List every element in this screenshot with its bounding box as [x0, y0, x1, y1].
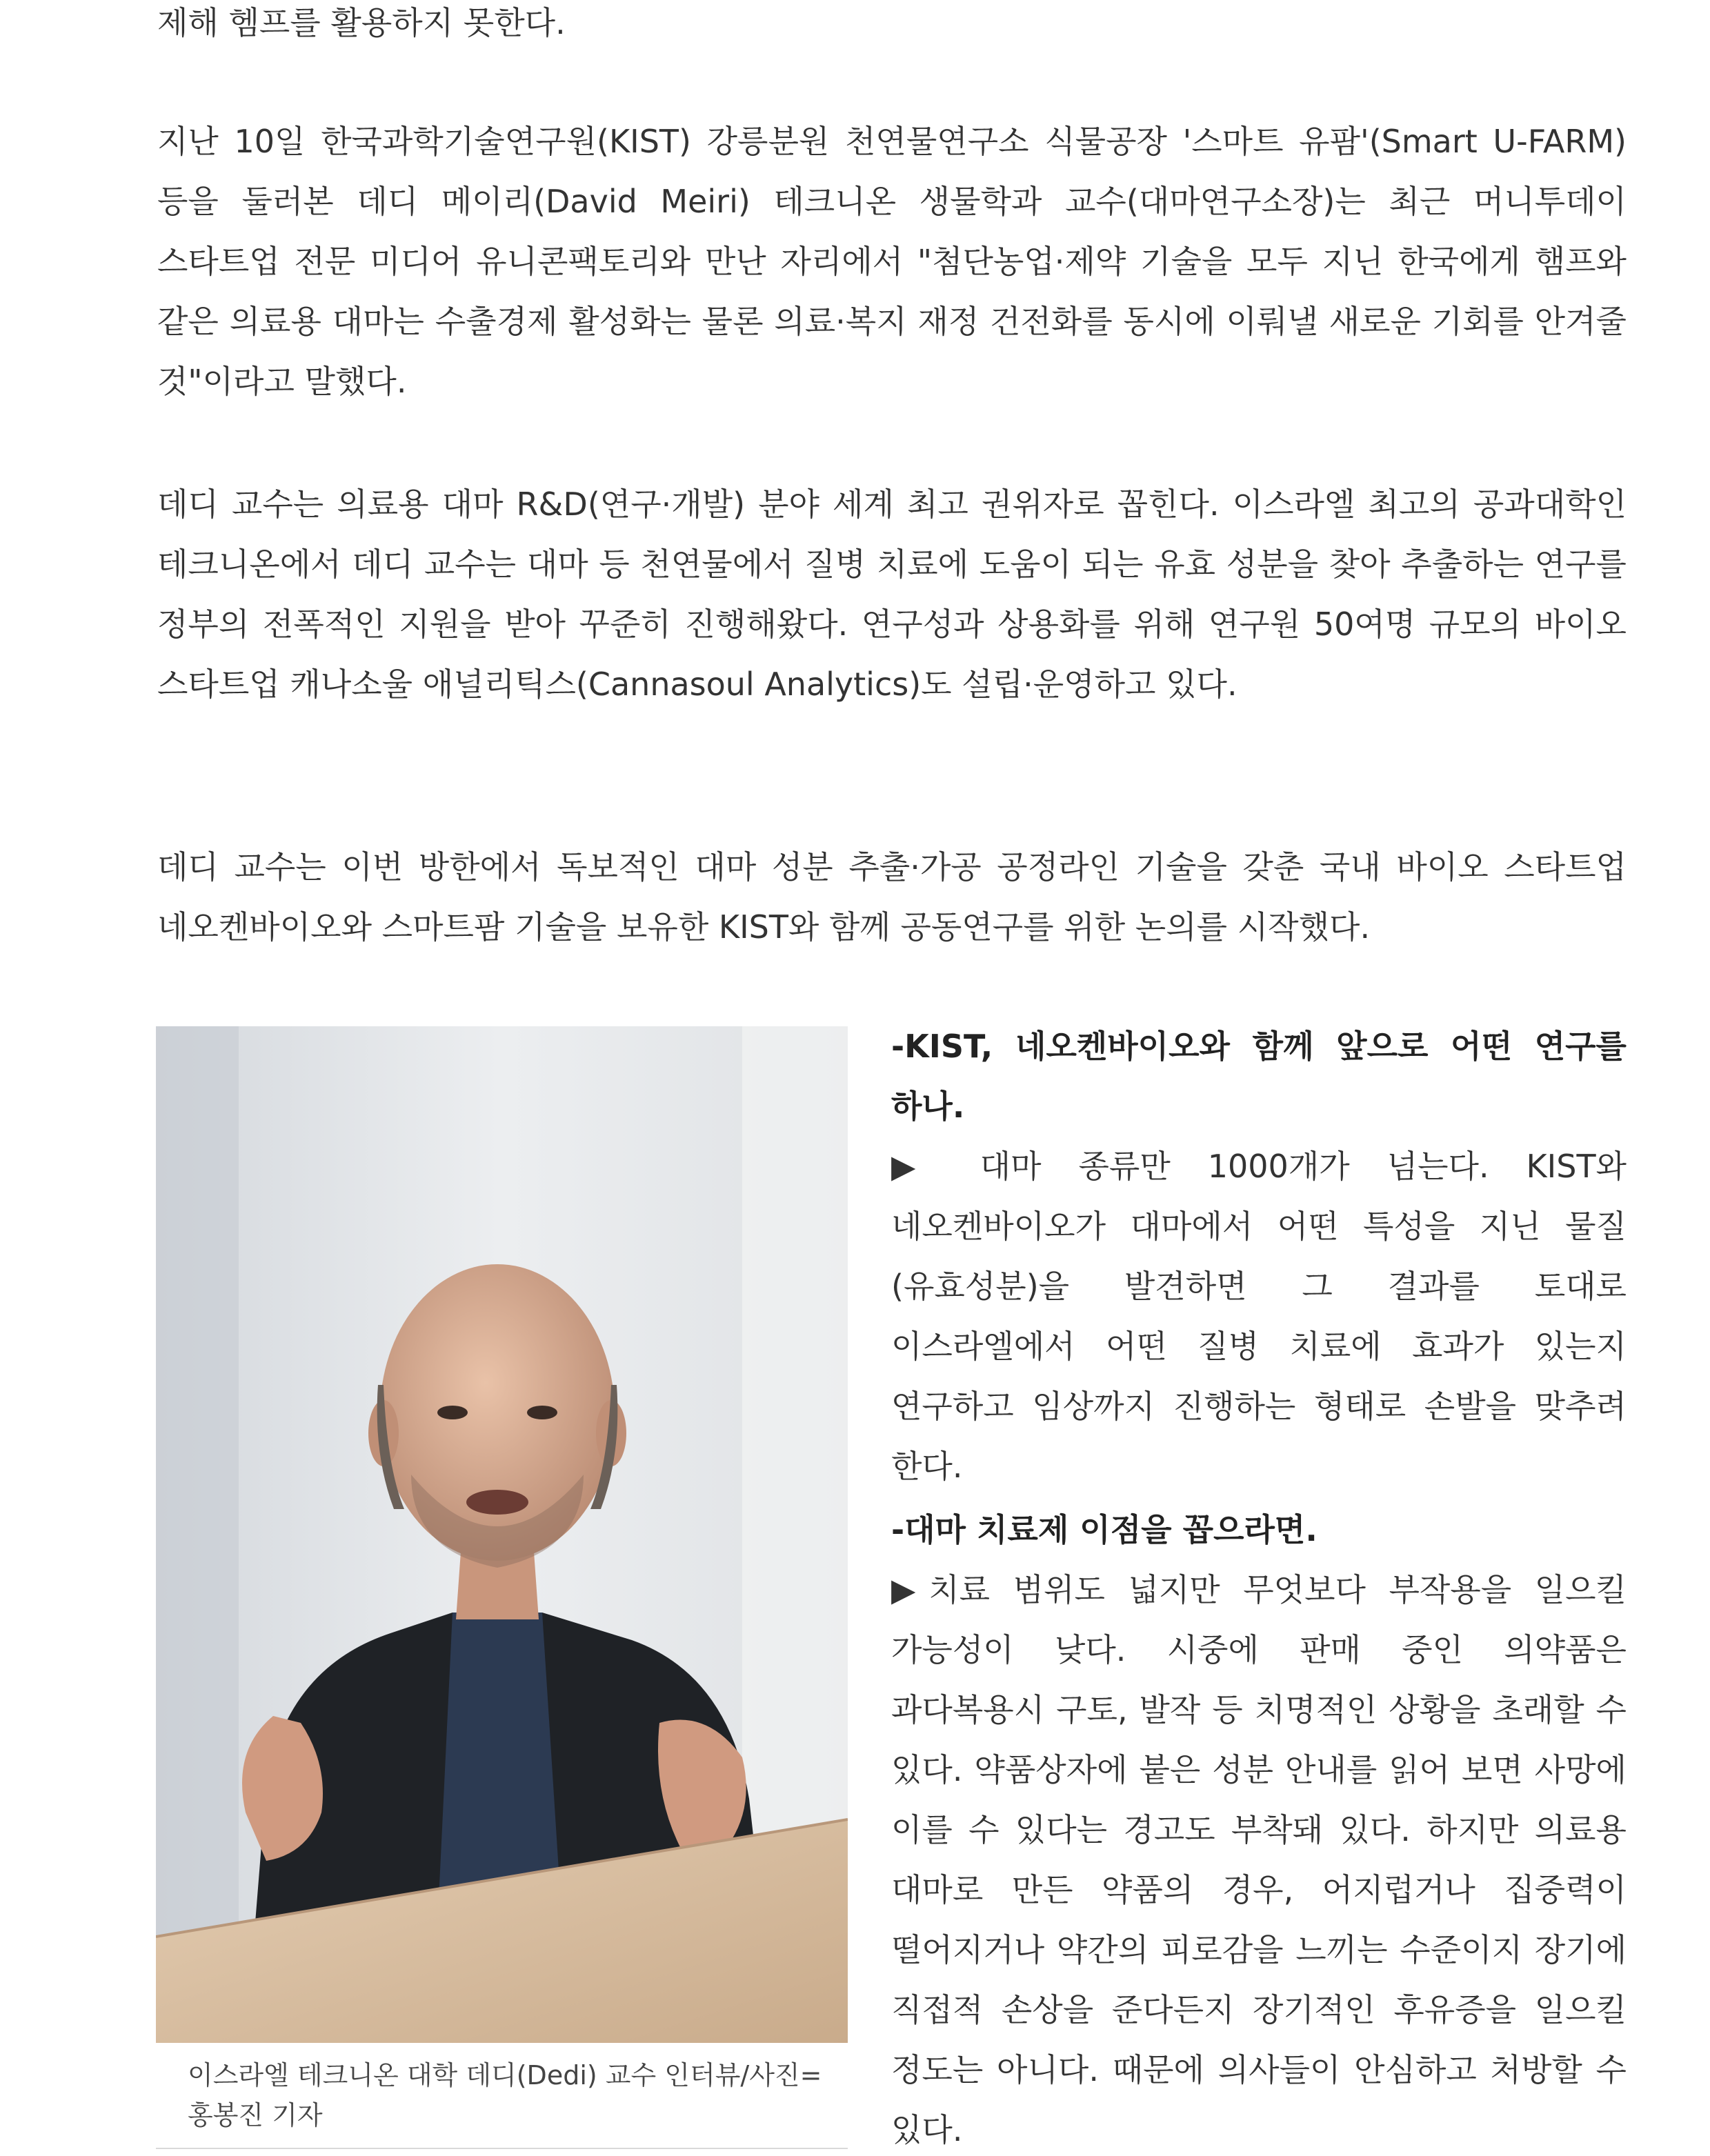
- interview-answer: ▶ 대마 종류만 1000개가 넘는다. KIST와 네오켄바이오가 대마에서 어떤 특성을 지닌 물질(유효성분)을 발견하면 그 결과를 토대로 이스라엘에서 어떤 질병 치료에 효과가 있는지 연구하고 임상까지 진행하는 형태로 손발을 맞추려 한다.: [891, 1148, 1627, 1485]
- interview-photo-illustration: [156, 1026, 848, 2043]
- interview-question: -KIST, 네오켄바이오와 함께 앞으로 어떤 연구를 하나.: [891, 1028, 1627, 1125]
- article-paragraph: 데디 교수는 이번 방한에서 독보적인 대마 성분 추출·가공 공정라인 기술을 갖춘 국내 바이오 스타트업 네오켄바이오와 스마트팜 기술을 보유한 KIST와 함께 공동연구를 위한 논의를 시작했다.: [157, 848, 1627, 946]
- article-paragraph: 데디 교수는 의료용 대마 R&D(연구·개발) 분야 세계 최고 권위자로 꼽힌다. 이스라엘 최고의 공과대학인 테크니온에서 데디 교수는 대마 등 천연물에서 질병 치료에 도움이 되는 유효 성분을 찾아 추출하는 연구를 정부의 전폭적인 지원을 받아 꾸준히 진행해왔다. 연구성과 상용화를 위해 연구원 50여명 규모의 바이오 스타트업 캐나소울 애널리틱스(Cannasoul Analytics)도 설립·운영하고 있다.: [157, 486, 1627, 703]
- caption-divider: [156, 2148, 848, 2149]
- photo-caption: 이스라엘 테크니온 대학 데디(Dedi) 교수 인터뷰/사진=홍봉진 기자: [188, 2060, 822, 2130]
- article-paragraph: 제해 헴프를 활용하지 못한다.: [157, 4, 566, 41]
- interview-question: -대마 치료제 이점을 꼽으라면.: [891, 1511, 1318, 1548]
- interview-answer: ▶치료 범위도 넓지만 무엇보다 부작용을 일으킬 가능성이 낮다. 시중에 판매 중인 의약품은 과다복용시 구토, 발작 등 치명적인 상황을 초래할 수 있다. 약품상자에 붙은 성분 안내를 읽어 보면 사망에 이를 수 있다는 경고도 부착돼 있다. 하지만 의료용 대마로 만든 약품의 경우, 어지럽거나 집중력이 떨어지거나 약간의 피로감을 느끼는 수준이지 장기에 직접적 손상을 준다든지 장기적인 후유증을 일으킬 정도는 아니다. 때문에 의사들이 안심하고 처방할 수 있다.: [891, 1571, 1627, 2148]
- article-photo: [156, 1026, 848, 2043]
- article-paragraph: 지난 10일 한국과학기술연구원(KIST) 강릉분원 천연물연구소 식물공장 '스마트 유팜'(Smart U-FARM) 등을 둘러본 데디 메이리(David Meiri) 테크니온 생물학과 교수(대마연구소장)는 최근 머니투데이 스타트업 전문 미디어 유니콘팩토리와 만난 자리에서 "첨단농업·제약 기술을 모두 지닌 한국에게 햄프와 같은 의료용 대마는 수출경제 활성화는 물론 의료·복지 재정 건전화를 동시에 이뤄낼 새로운 기회를 안겨줄 것"이라고 말했다.: [157, 123, 1627, 400]
